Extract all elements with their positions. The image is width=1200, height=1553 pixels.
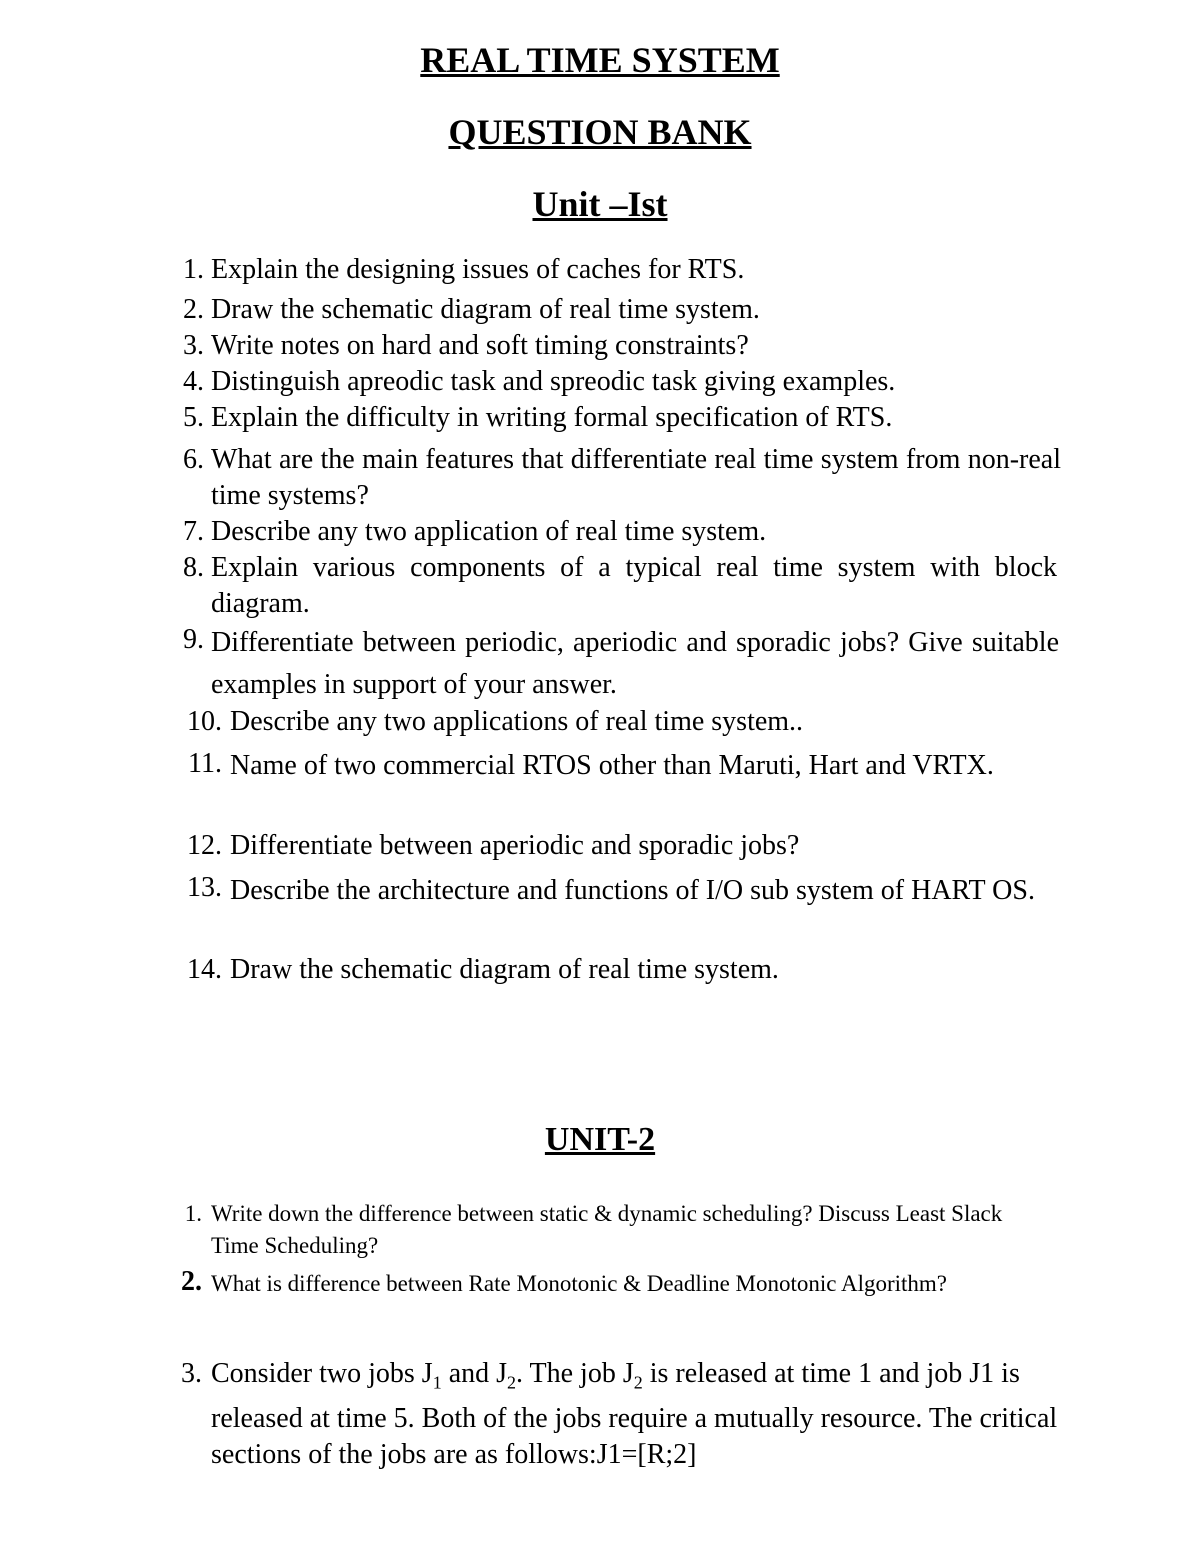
question-number: 1. [183, 254, 204, 285]
list-item [0, 870, 1200, 952]
question-number: 1. [184, 1201, 202, 1226]
document-title: REAL TIME SYSTEM [420, 40, 780, 80]
list-item [0, 704, 1200, 746]
list-item [0, 952, 1200, 992]
question-number: 7. [183, 516, 204, 547]
question-number: 6. [183, 444, 204, 475]
question-text: Explain the difficulty in writing formal specification of RTS. [211, 402, 893, 433]
question-number: 13. [187, 872, 222, 903]
subscript: 2 [507, 1372, 517, 1393]
list-item [0, 364, 1200, 400]
unit1-heading: Unit –Ist [532, 184, 668, 224]
list-item [0, 292, 1200, 328]
subscript: 1 [432, 1372, 442, 1393]
list-item [0, 1266, 1200, 1356]
question-text: Differentiate between aperiodic and sporadic jobs? [230, 830, 800, 861]
question-number: 4. [183, 366, 204, 397]
question-text-part: . The job J [516, 1358, 634, 1389]
question-text: Explain the designing issues of caches for RTS. [211, 254, 745, 285]
question-number: 14. [187, 954, 222, 985]
unit2-question-list [0, 1198, 1200, 1470]
list-item [0, 328, 1200, 364]
list-item [0, 400, 1200, 442]
question-text: Draw the schematic diagram of real time system. [211, 294, 760, 325]
list-item [0, 442, 1200, 514]
list-item [0, 1198, 1200, 1266]
question-text: Write notes on hard and soft timing constraints? [211, 330, 749, 361]
question-number: 12. [187, 830, 222, 861]
question-text: Draw the schematic diagram of real time system. [230, 954, 779, 985]
document-subtitle: QUESTION BANK [448, 112, 752, 152]
question-number: 8. [183, 552, 204, 583]
question-text: Name of two commercial RTOS other than Maruti, Hart and VRTX. [230, 750, 994, 781]
list-item [0, 252, 1200, 292]
question-text: What are the main features that differentiate real time system from non-real time systems? [211, 444, 1061, 511]
question-number: 2. [181, 1266, 202, 1297]
question-text: What is difference between Rate Monotonic & Deadline Monotonic Algorithm? [211, 1271, 948, 1296]
list-item [0, 622, 1200, 704]
question-text: Describe any two application of real time system. [211, 516, 767, 547]
question-text: Explain various components of a typical real time system with block diagram. [211, 552, 1057, 619]
unit2-heading: UNIT-2 [544, 1121, 656, 1158]
question-number: 5. [183, 402, 204, 433]
question-number: 9. [183, 624, 204, 655]
question-text: Describe the architecture and functions of I/O sub system of HART OS. [230, 875, 1035, 906]
question-text-part: is released at time 1 and job J1 is released at time 5. Both of the jobs require a mutually resource. The critical sections of the jobs are as follows:J1=[R;2] [211, 1358, 1058, 1470]
subscript: 2 [633, 1372, 643, 1393]
question-text-part: and J [441, 1358, 508, 1389]
question-text: Distinguish apreodic task and spreodic task giving examples. [211, 366, 896, 397]
question-number: 2. [183, 294, 204, 325]
question-text: Write down the difference between static & dynamic scheduling? Discuss Least Slack Time Scheduling? [211, 1201, 1003, 1258]
question-text: Describe any two applications of real time system.. [230, 706, 804, 737]
list-item [0, 746, 1200, 828]
list-item [0, 514, 1200, 550]
question-text-part: Consider two jobs J [211, 1358, 433, 1389]
unit1-question-list [0, 252, 1200, 992]
question-number: 10. [187, 706, 222, 737]
list-item [0, 828, 1200, 870]
question-text [211, 1356, 1061, 1473]
question-number: 3. [181, 1358, 202, 1389]
question-number: 3. [183, 330, 204, 361]
list-item [0, 550, 1200, 622]
list-item [0, 1356, 1200, 1470]
question-number: 11. [188, 748, 222, 779]
question-text: Differentiate between periodic, aperiodic and sporadic jobs? Give suitable examples in support of your answer. [211, 627, 1059, 700]
